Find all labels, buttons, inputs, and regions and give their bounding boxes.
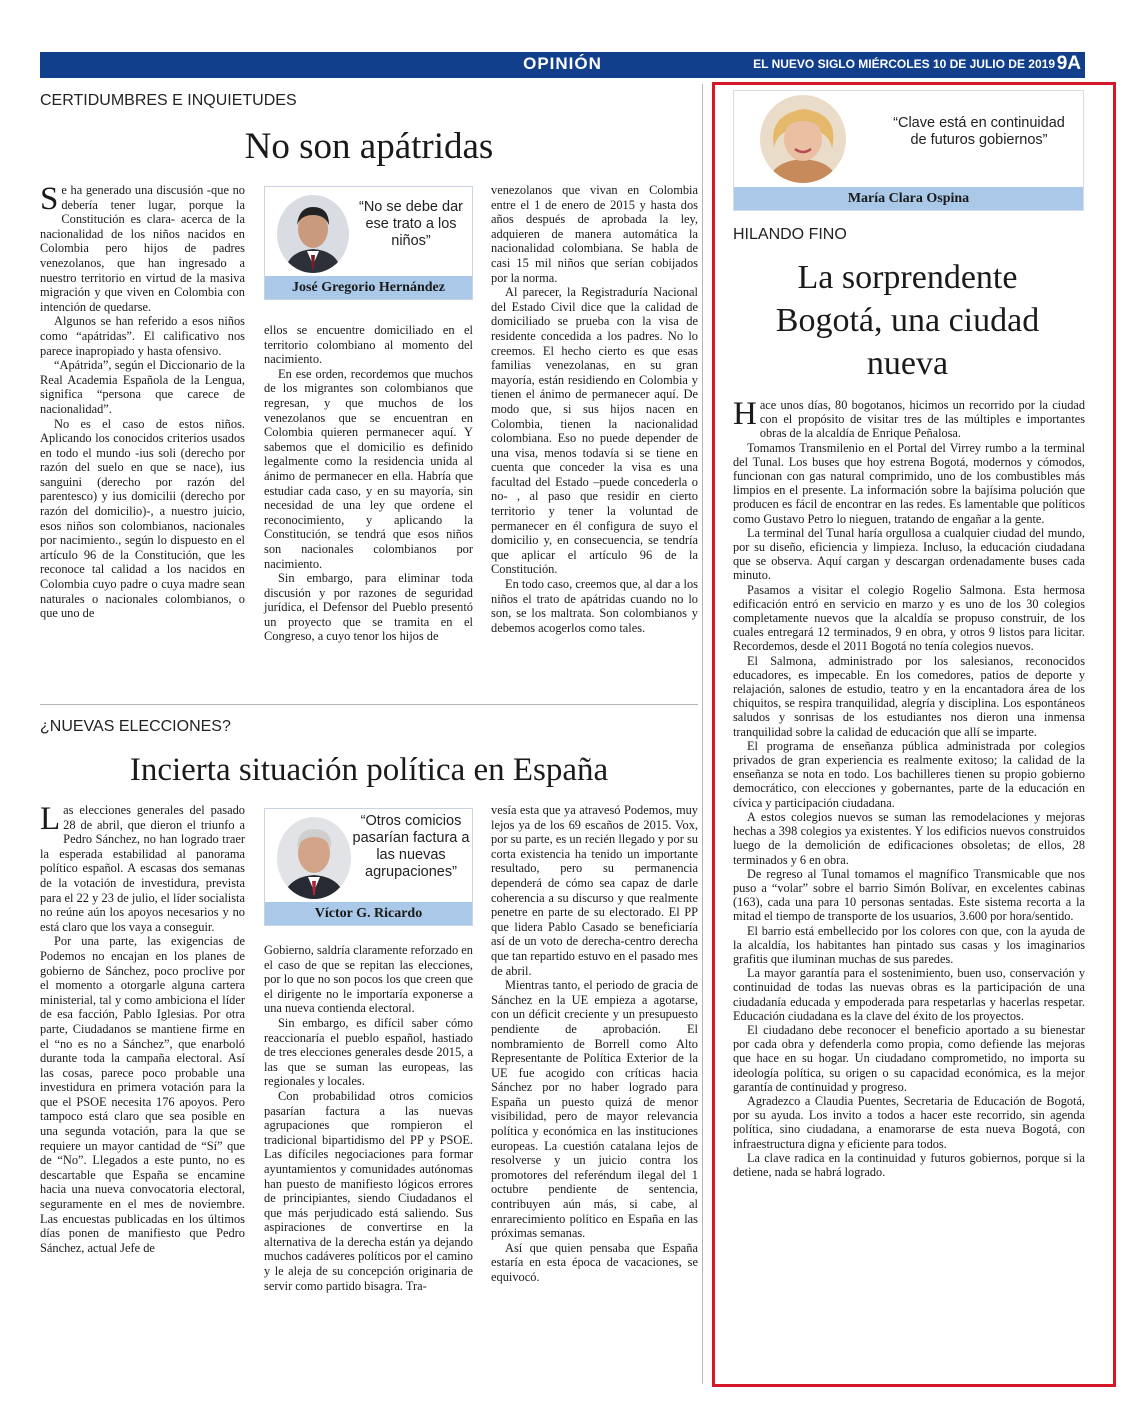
article-divider bbox=[40, 704, 698, 705]
article2-column-2 bbox=[264, 943, 473, 1293]
article3-paragraph: La terminal del Tunal haría orgullosa a cualquier ciudad del mundo, por su diseño, eficiencia y limpieza. Incluso, la educación ciudadana que se observa. Aquí cargan y descargan ordenadamente buses cada minuto. bbox=[733, 525, 1085, 583]
article3-paragraph: Agradezco a Claudia Puentes, Secretaria de Educación de Bogotá, por su ayuda. Los invito a todos a hacer este recorrido, sin agenda política, sino ciudadana, a enamorarse de esta nueva Bogotá, con infraestructura digna y eficiente para todos. bbox=[733, 1093, 1085, 1151]
article2-kicker: ¿NUEVAS ELECCIONES? bbox=[40, 718, 231, 735]
article3-paragraph: La clave radica en la continuidad y futuros gobiernos, porque si la detiene, nada se habrá logrado. bbox=[733, 1150, 1085, 1179]
article2-paragraph: Las elecciones generales del pasado 28 de abril, que dieron el triunfo a Pedro Sánchez, no han logrado traer la esperada estabilidad al panorama político español. A escasas dos semanas de la votación de investidura, prevista para el 22 y 23 de julio, el líder socialista no reúne aún los apoyos necesarios y no está claro que los vaya a conseguir. bbox=[40, 801, 245, 934]
article3-paragraph: El ciudadano debe reconocer el beneficio aportado a su bienestar por cada obra y defenderla como propia, como defiende las mejoras que hace en su hogar. Un ciudadano comprometido, no importa su ideología política, su origen o su capacidad económica, es la mejor garantía de continuidad y progreso. bbox=[733, 1022, 1085, 1094]
article1-paragraph: “Apátrida”, según el Diccionario de la Real Academia Española de la Lengua, significa “persona que carece de nacionalidad”. bbox=[40, 358, 245, 416]
article3-column bbox=[733, 398, 1085, 1179]
article1-kicker: CERTIDUMBRES E INQUIETUDES bbox=[40, 92, 297, 109]
article3-paragraph: La mayor garantía para el sostenimiento, buen uso, conservación y continuidad de todas las nuevas obras es la participación de una ciudadanía educada y empoderada para respetarlas y hacerlas respetar. Educación ciudadana es la clave del éxito de los proyectos. bbox=[733, 966, 1085, 1023]
article3-paragraph: Tomamos Transmilenio en el Portal del Virrey rumbo a la terminal del Tunal. Los buses que hoy estrena Bogotá, modernos y cómodos, funcionan con gas natural comprimido, uno de los combustibles más limpios en el presente. La información sobre la bajísima polución que producen es fácil de encontrar en las redes. Es lamentable que políticos como Gustavo Petro lo nieguen, tratando de engañar a la gente. bbox=[733, 440, 1085, 526]
article3-paragraph: De regreso al Tunal tomamos el magnífico Transmicable que nos puso a “volar” sobre el barrio Simón Bolívar, en excelentes cabinas (163), cada una para 10 personas sentadas. Este sistema recorta a la mitad el tiempo de transporte de los usuarios, 3.600 por hora/sentido. bbox=[733, 866, 1085, 924]
page-header bbox=[40, 52, 1085, 78]
article2-column-1 bbox=[40, 803, 245, 1255]
article1-paragraph: Algunos se han referido a esos niños como “apátridas”. El calificativo nos parece inapropiado y hasta ofensivo. bbox=[40, 314, 245, 358]
author-quote: “Otros comicios pasarían factura a las nuevas agrupaciones” bbox=[352, 813, 470, 880]
article1-paragraph: Se ha generado una discusión -que no debería tener lugar, porque la Constitución es clara- acerca de la nacionalidad de los niños nacidos en Colombia pero hijos de padres venezolanos, que han ingresado a nuestro territorio en virtud de la masiva migración y que viven en Colombia con intención de quedarse. bbox=[40, 181, 245, 314]
article2-column-3 bbox=[491, 803, 698, 1285]
article1-paragraph: En todo caso, creemos que, al dar a los niños el trato de apátridas cuando no lo son, se los maltrata. Son colombianos y debemos acogerlos como tales. bbox=[491, 577, 698, 635]
article3-paragraph: Pasamos a visitar el colegio Rogelio Salmona. Esta hermosa edificación entró en servicio en marzo y es uno de los 30 colegios completamente nuevos que la alcaldía se propuso construir, de los cuales entregará 12 terminados, 9 en obra, y otros 9 listos para licitar. Recordemos, desde el 2011 Bogotá no tenía colegios nuevos. bbox=[733, 582, 1085, 654]
author-name: María Clara Ospina bbox=[734, 187, 1083, 210]
author-photo bbox=[277, 195, 349, 273]
article3-paragraph: Hace unos días, 80 bogotanos, hicimos un recorrido por la ciudad con el propósito de visitar tres de las múltiples e importantes obras de la alcaldía de Enrique Peñalosa. bbox=[733, 396, 1085, 441]
author-name: Víctor G. Ricardo bbox=[265, 902, 472, 925]
author-photo bbox=[760, 95, 846, 183]
article1-column-3 bbox=[491, 183, 698, 635]
article2-title: Incierta situación política en España bbox=[129, 752, 609, 788]
date-line: EL NUEVO SIGLO MIÉRCOLES 10 DE JULIO DE 2019 bbox=[753, 57, 1055, 71]
drop-cap: S bbox=[40, 181, 59, 217]
article3-title: La sorprendente Bogotá, una ciudad nueva bbox=[775, 259, 1040, 382]
article2-paragraph: Con probabilidad otros comicios pasarían factura a las nuevas agrupaciones que rompieron el tradicional bipartidismo del PP y PSOE. Las difíciles negociaciones para formar ayuntamientos y comunidades autónomas han puesto de manifiesto lógicos errores de principiantes, siendo Ciudadanos el que más perjudicado está saliendo. Sus aspiraciones de convertirse en la alternativa de la derecha están ya dejando muchos cadáveres políticos por el camino y le aleja de su concepción originaria de servir como partido bisagra. Tra- bbox=[264, 1088, 473, 1293]
article2-paragraph: Sin embargo, es difícil saber cómo reaccionaría el pueblo español, hastiado de tres elecciones generales desde 2015, a las que se suman las europeas, las regionales y locales. bbox=[264, 1015, 473, 1089]
article3-paragraph: El programa de enseñanza pública administrada por colegios privados de gran experiencia es realmente exitoso; la calidad de la enseñanza se nota en todo. Los bachilleres tienen su propio gobierno democrático, con elecciones y gobernantes, parte de la educación en cívica y participación ciudadana. bbox=[733, 738, 1085, 810]
article2-paragraph: vesía esta que ya atravesó Podemos, muy lejos ya de los 69 escaños de 2015. Vox, por su parte, es un recién llegado y por su corta existencia ha tenido un importante resultado, pero su permanencia dependerá de cómo sea capaz de darle coherencia a su discurso y que realmente penetre en parte de su electorado. El PP que lidera Pablo Casado se beneficiaría así de un voto de derecha-centro derecha que tan repartido estuvo en el pasado mes de abril. bbox=[491, 803, 698, 978]
author-quote: “Clave está en continuidad de futuros gobiernos” bbox=[893, 115, 1065, 148]
author-quote: “No se debe dar ese trato a los niños” bbox=[359, 199, 463, 249]
article1-title: No son apátridas bbox=[244, 126, 494, 167]
article3-author-box bbox=[733, 90, 1084, 211]
article2-paragraph: Gobierno, saldría claramente reforzado en el caso de que se repitan las elecciones, por lo que no son pocos los que creen que el dirigente no le importaría exponerse a una nueva contienda electoral. bbox=[264, 943, 473, 1016]
drop-cap: H bbox=[733, 396, 757, 432]
article3-paragraph: El Salmona, administrado por los salesianos, reconocidos educadores, es impecable. En los comedores, patios de deporte y relajación, salones de estudio, teatro y en la encantadora área de los chiquitos, se respira tranquilidad, alegría y disciplina. Los espontáneos saludos y sonrisas de los estudiantes nos dieron una inmensa tranquilidad sobre la calidad de educación que allí se imparte. bbox=[733, 653, 1085, 739]
article1-column-2 bbox=[264, 323, 473, 644]
article1-column-1 bbox=[40, 183, 245, 621]
article1-author-box bbox=[264, 186, 473, 300]
article1-paragraph: En ese orden, recordemos que muchos de los migrantes son colombianos que regresan, y que muchos de los venezolanos que se encuentran en Colombia quieren permanecer aquí. Y sabemos que el domicilio es definido legalmente como la residencia unida al ánimo de permanecer en ella. Habría que estudiar cada caso, y en su mayoría, sin necesidad de una ley que ordene el reconocimiento, y aplicando la Constitución, se tendrá que esos niños son nacionales colombianos por nacimiento. bbox=[264, 366, 473, 571]
column-divider bbox=[702, 84, 703, 1384]
article1-paragraph: Sin embargo, para eliminar toda discusión y por razones de seguridad jurídica, el Defensor del Pueblo presentó un proyecto que se tramita en el Congreso, a cuyo tenor los hijos de bbox=[264, 571, 473, 644]
article1-paragraph: venezolanos que vivan en Colombia entre el 1 de enero de 2015 y hasta dos años después de aprobada la ley, adquieren de manera automática la nacionalidad colombiana. Se habla de casi 15 mil niños que serían cobijados por la norma. bbox=[491, 183, 698, 285]
article1-paragraph: Al parecer, la Registraduría Nacional del Estado Civil dice que la calidad de domiciliado se prueba con la visa de residente concedida a los padres. No lo creemos. El hecho cierto es que esas familias venezolanas, en su gran mayoría, están residiendo en Colombia y tienen el ánimo de permanecer aquí. De modo que, si sus hijos nacen en Colombia, tienen la nacionalidad colombiana. Eso no puede depender de una visa, menos todavía si se tiene en cuenta que conceder la visa es una facultad del Estado –puede concederla o no- , al paso que residir en cierto territorio y tener la voluntad de permanecer en él configura de suyo el domicilio y, en consecuencia, se tendría que aplicar el artículo 96 de la Constitución. bbox=[491, 285, 698, 577]
page-number: 9A bbox=[1056, 53, 1081, 74]
drop-cap: L bbox=[40, 801, 61, 837]
article3-paragraph: A estos colegios nuevos se suman las remodelaciones y mejoras hechas a 398 colegios ya existentes. Y los edificios nuevos construidos luego de la demolición de edificaciones obsoletas; de ellos, 28 terminados y 6 en obra. bbox=[733, 809, 1085, 867]
article2-paragraph: Así que quien pensaba que España estaría en esta época de vacaciones, se equivocó. bbox=[491, 1240, 698, 1284]
article1-paragraph: ellos se encuentre domiciliado en el territorio colombiano al momento del nacimiento. bbox=[264, 323, 473, 367]
section-title: OPINIÓN bbox=[523, 54, 602, 73]
article2-author-box bbox=[264, 808, 473, 926]
article2-paragraph: Mientras tanto, el periodo de gracia de Sánchez en la UE empieza a agotarse, con un déficit creciente y un presupuesto pendiente de aprobación. El nombramiento de Borrell como Alto Representante de Política Exterior de la UE fue acogido con críticas hacia Sánchez por no haber logrado para España un puesto quizá de menor visibilidad, pero de mayor relevancia política y económica en las instituciones europeas. La cuestión catalana lejos de resolverse y un juicio contra los promotores del referéndum ilegal del 1 octubre pendiente de sentencia, contribuyen aún más, si cabe, al enrarecimiento político en España en las próximas semanas. bbox=[491, 978, 698, 1241]
author-name: José Gregorio Hernández bbox=[265, 276, 472, 299]
article3-paragraph: El barrio está embellecido por los colores con que, con la ayuda de la alcaldía, los habitantes han pintado sus casas y los imaginarios grafitis que iluminan muchas de sus paredes. bbox=[733, 923, 1085, 966]
article3-kicker: HILANDO FINO bbox=[733, 226, 847, 243]
article1-paragraph: No es el caso de estos niños. Aplicando los conocidos criterios usados en todo el mundo -ius soli (derecho por razón del suelo en que se nace), ius sanguini (derecho por razón del parentesco) y ius domicilii (derecho por razón del domicilio)-, a nuestro juicio, esos niños son colombianos, nacionales por nacimiento., según lo dispuesto en el artículo 96 de la Constitución, que les reconoce tal calidad a los nacidos en Colombia cuyo padre o cuya madre sean naturales o nacionales colombianos, o que uno de bbox=[40, 416, 245, 621]
article2-paragraph: Por una parte, las exigencias de Podemos no encajan en los planes de gobierno de Sánchez, poco proclive por el momento a otorgarle alguna cartera ministerial, tal y como ambiciona el líder de esa facción, Pablo Iglesias. Por otra parte, Ciudadanos se mantiene firme en el “no es no a Sánchez”, que enarboló durante toda la campaña electoral. Así las cosas, parece poco probable una investidura en primera votación para la que el PSOE necesita 176 apoyos. Pero tampoco está claro que sea posible en una segunda votación, para la que se requiere un mayor cantidad de “Sí” que de “No”. Llegados a este punto, no es descartable que España se encamine hacia una nueva convocatoria electoral, seguramente en el mes de noviembre. Las encuestas publicadas en los últimos días ponen de manifiesto que Pedro Sánchez, actual Jefe de bbox=[40, 934, 245, 1255]
author-photo bbox=[277, 817, 351, 899]
